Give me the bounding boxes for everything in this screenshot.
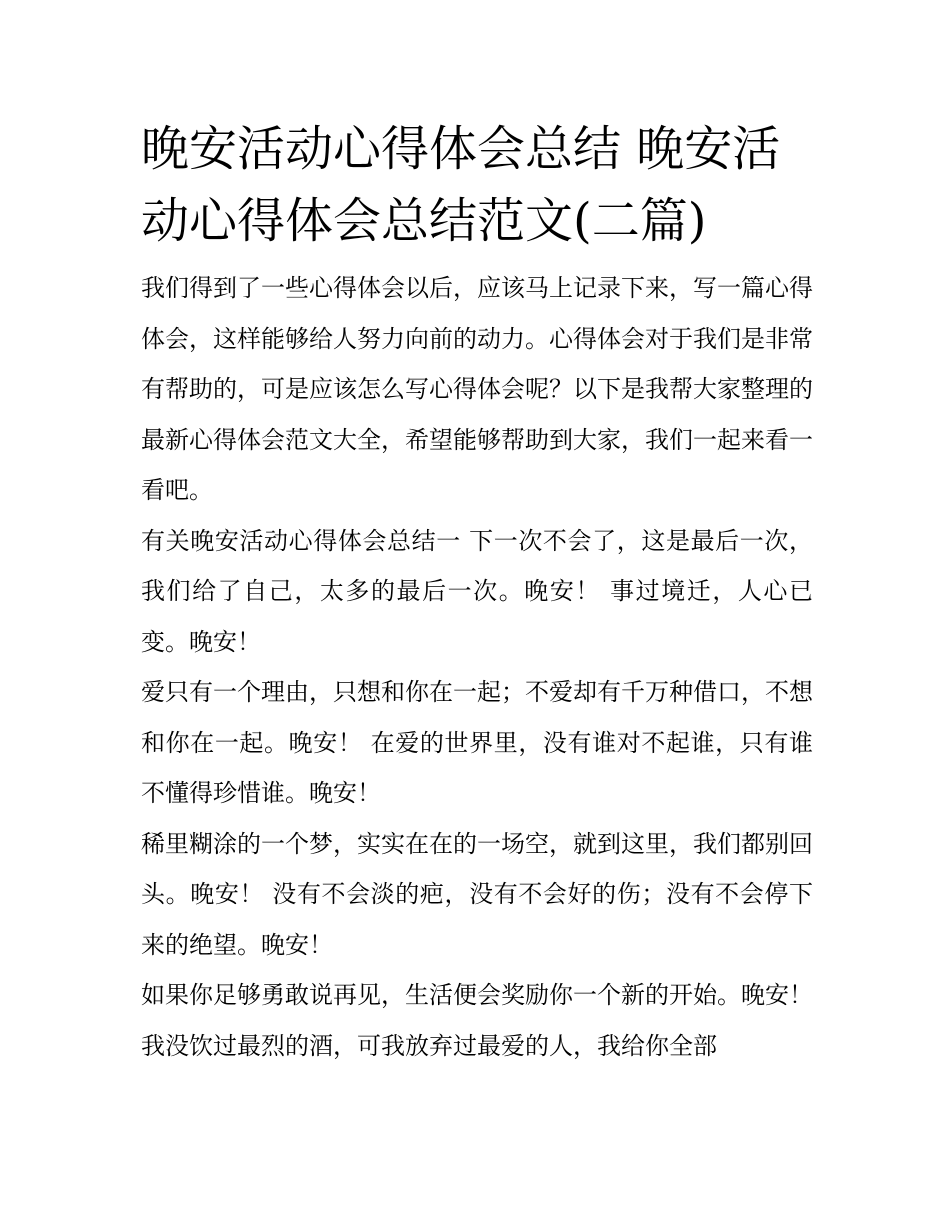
body-paragraph: 如果你足够勇敢说再见，生活便会奖励你一个新的开始。晚安！ 我没饮过最烈的酒，可我放弃过最爱的人，我给你全部: [141, 981, 813, 1060]
body-paragraph: 有关晚安活动心得体会总结一 下一次不会了，这是最后一次，我们给了自己，太多的最后一次。晚安！ 事过境迁，人心已变。晚安！: [141, 526, 813, 656]
intro-paragraph: 我们得到了一些心得体会以后，应该马上记录下来，写一篇心得体会，这样能够给人努力向前的动力。心得体会对于我们是非常有帮助的，可是应该怎么写心得体会呢？以下是我帮大家整理的最新心得体会范文大全，希望能够帮助到大家，我们一起来看一看吧。: [141, 274, 813, 504]
body-paragraph: 爱只有一个理由，只想和你在一起；不爱却有千万种借口，不想和你在一起。晚安！ 在爱的世界里，没有谁对不起谁，只有谁不懂得珍惜谁。晚安！: [141, 678, 813, 807]
document-title: 晚安活动心得体会总结 晚安活动心得体会总结范文(二篇): [141, 121, 781, 249]
document-content: [141, 113, 813, 1071]
body-paragraph: 稀里糊涂的一个梦，实实在在的一场空，就到这里，我们都别回头。晚安！ 没有不会淡的疤，没有不会好的伤；没有不会停下来的绝望。晚安！: [141, 829, 813, 959]
